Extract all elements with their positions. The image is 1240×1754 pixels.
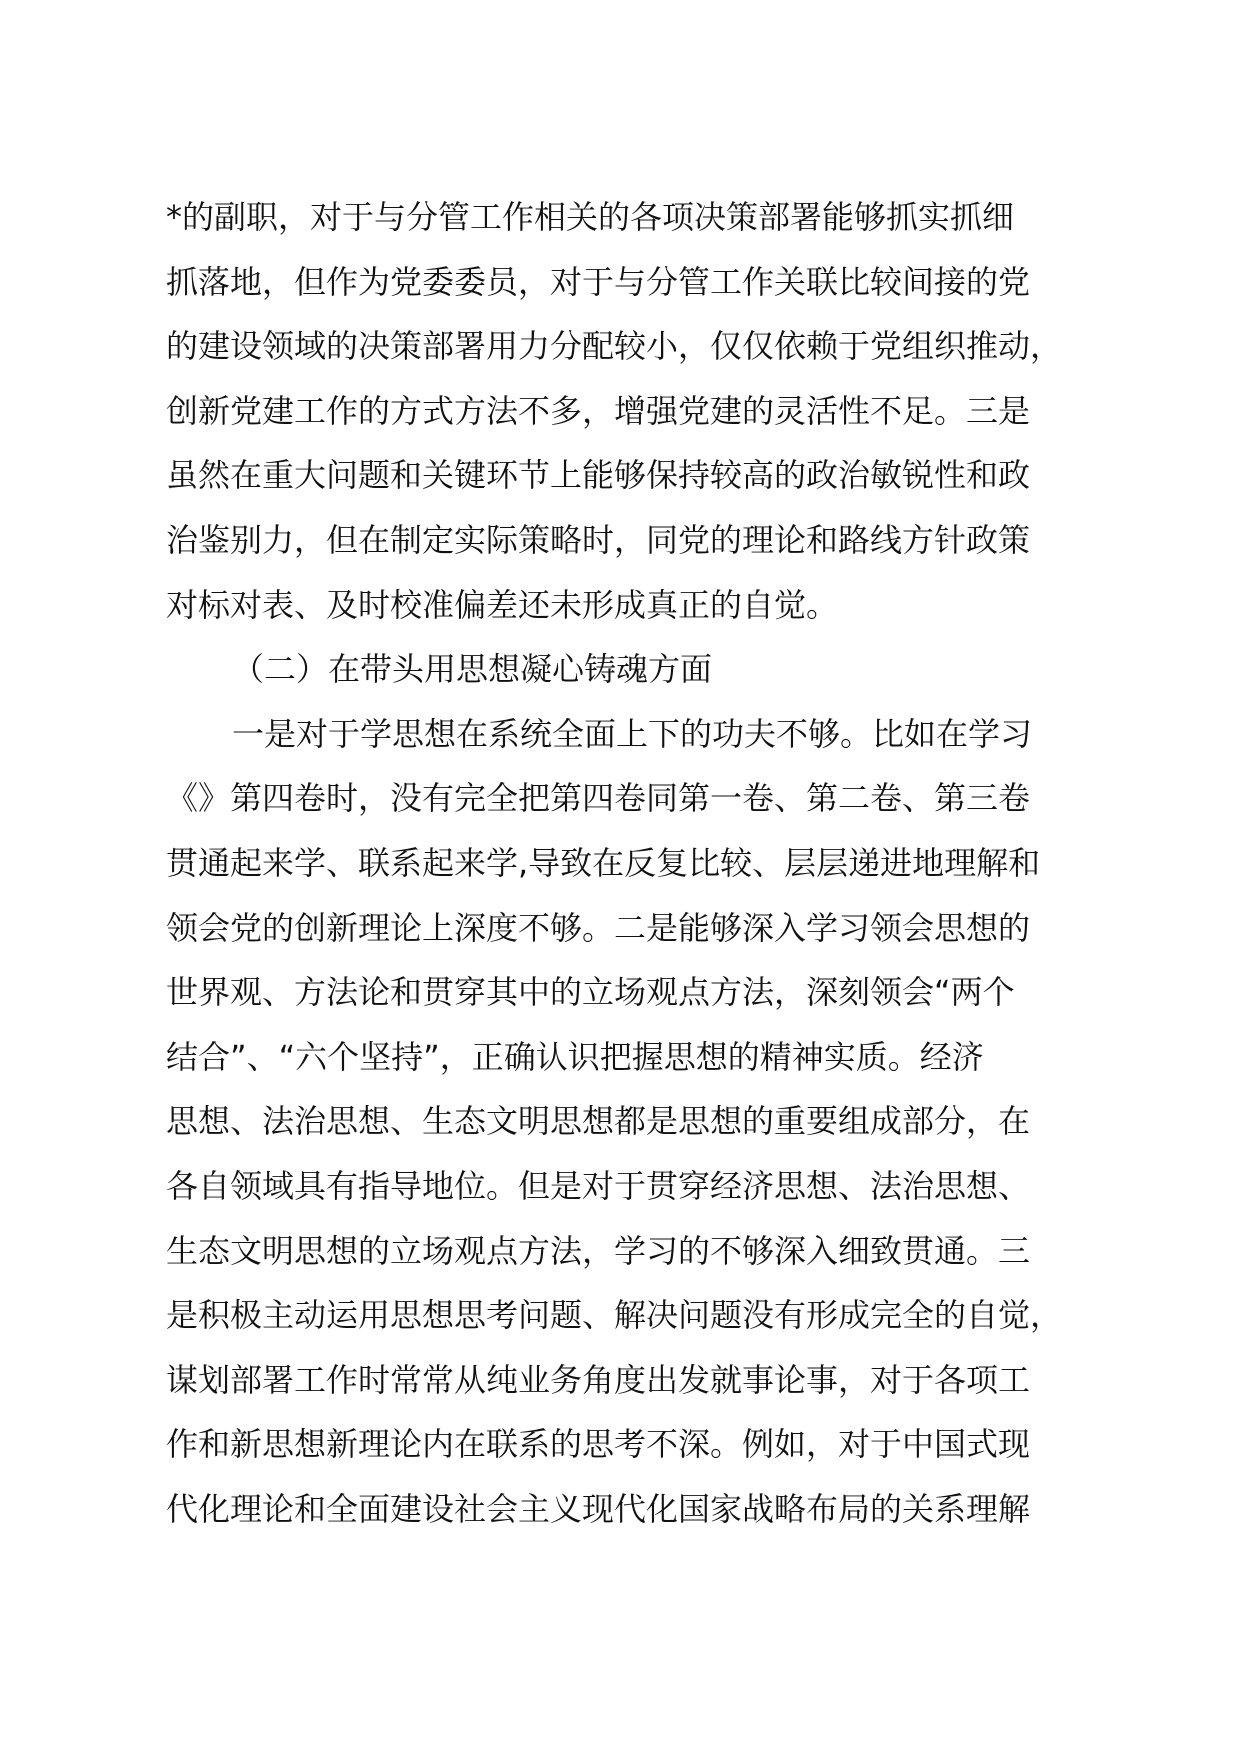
text-line: 是积极主动运用思想思考问题、解决问题没有形成完全的自觉， bbox=[166, 1296, 1063, 1335]
text-line: 谋划部署工作时常常从纯业务角度出发就事论事，对于各项工 bbox=[166, 1360, 1031, 1399]
text-line: 作和新思想新理论内在联系的思考不深。例如，对于中国式现 bbox=[166, 1425, 1031, 1464]
text-line: *的副职，对于与分管工作相关的各项决策部署能够抓实抓细 bbox=[166, 198, 1015, 236]
text-line: 领会党的创新理论上深度不够。二是能够深入学习领会思想的 bbox=[166, 908, 1031, 947]
text-line: 世界观、方法论和贯穿其中的立场观点方法，深刻领会“两个 bbox=[166, 973, 1015, 1012]
text-line: 治鉴别力，但在制定实际策略时，同党的理论和路线方针政策 bbox=[166, 520, 1031, 559]
text-line: 对标对表、及时校准偏差还未形成真正的自觉。 bbox=[166, 585, 839, 624]
text-line: 的建设领域的决策部署用力分配较小，仅仅依赖于党组织推动， bbox=[166, 327, 1063, 366]
body-text bbox=[166, 185, 1106, 1541]
text-line: 各自领域具有指导地位。但是对于贯穿经济思想、法治思想、 bbox=[166, 1166, 1031, 1205]
section-heading: （二）在带头用思想凝心铸魂方面 bbox=[232, 650, 713, 689]
text-line: 代化理论和全面建设社会主义现代化国家战略布局的关系理解 bbox=[166, 1489, 1031, 1528]
text-line: 虽然在重大问题和关键环节上能够保持较高的政治敏锐性和政 bbox=[166, 456, 1031, 495]
text-line: 思想、法治思想、生态文明思想都是思想的重要组成部分，在 bbox=[166, 1102, 1031, 1141]
text-line: 生态文明思想的立场观点方法，学习的不够深入细致贯通。三 bbox=[166, 1231, 1031, 1270]
text-line: 创新党建工作的方式方法不多，增强党建的灵活性不足。三是 bbox=[166, 391, 1031, 430]
text-line: 结合”、“六个坚持”，正确认识把握思想的精神实质。经济 bbox=[166, 1037, 984, 1076]
text-line: 抓落地，但作为党委委员，对于与分管工作关联比较间接的党 bbox=[166, 262, 1031, 301]
paragraph-first-line: 一是对于学思想在系统全面上下的功夫不够。比如在学习 bbox=[232, 714, 1033, 753]
text-line: 贯通起来学、联系起来学,导致在反复比较、层层递进地理解和 bbox=[166, 843, 1041, 882]
text-line: 《》第四卷时，没有完全把第四卷同第一卷、第二卷、第三卷 bbox=[166, 779, 1031, 818]
